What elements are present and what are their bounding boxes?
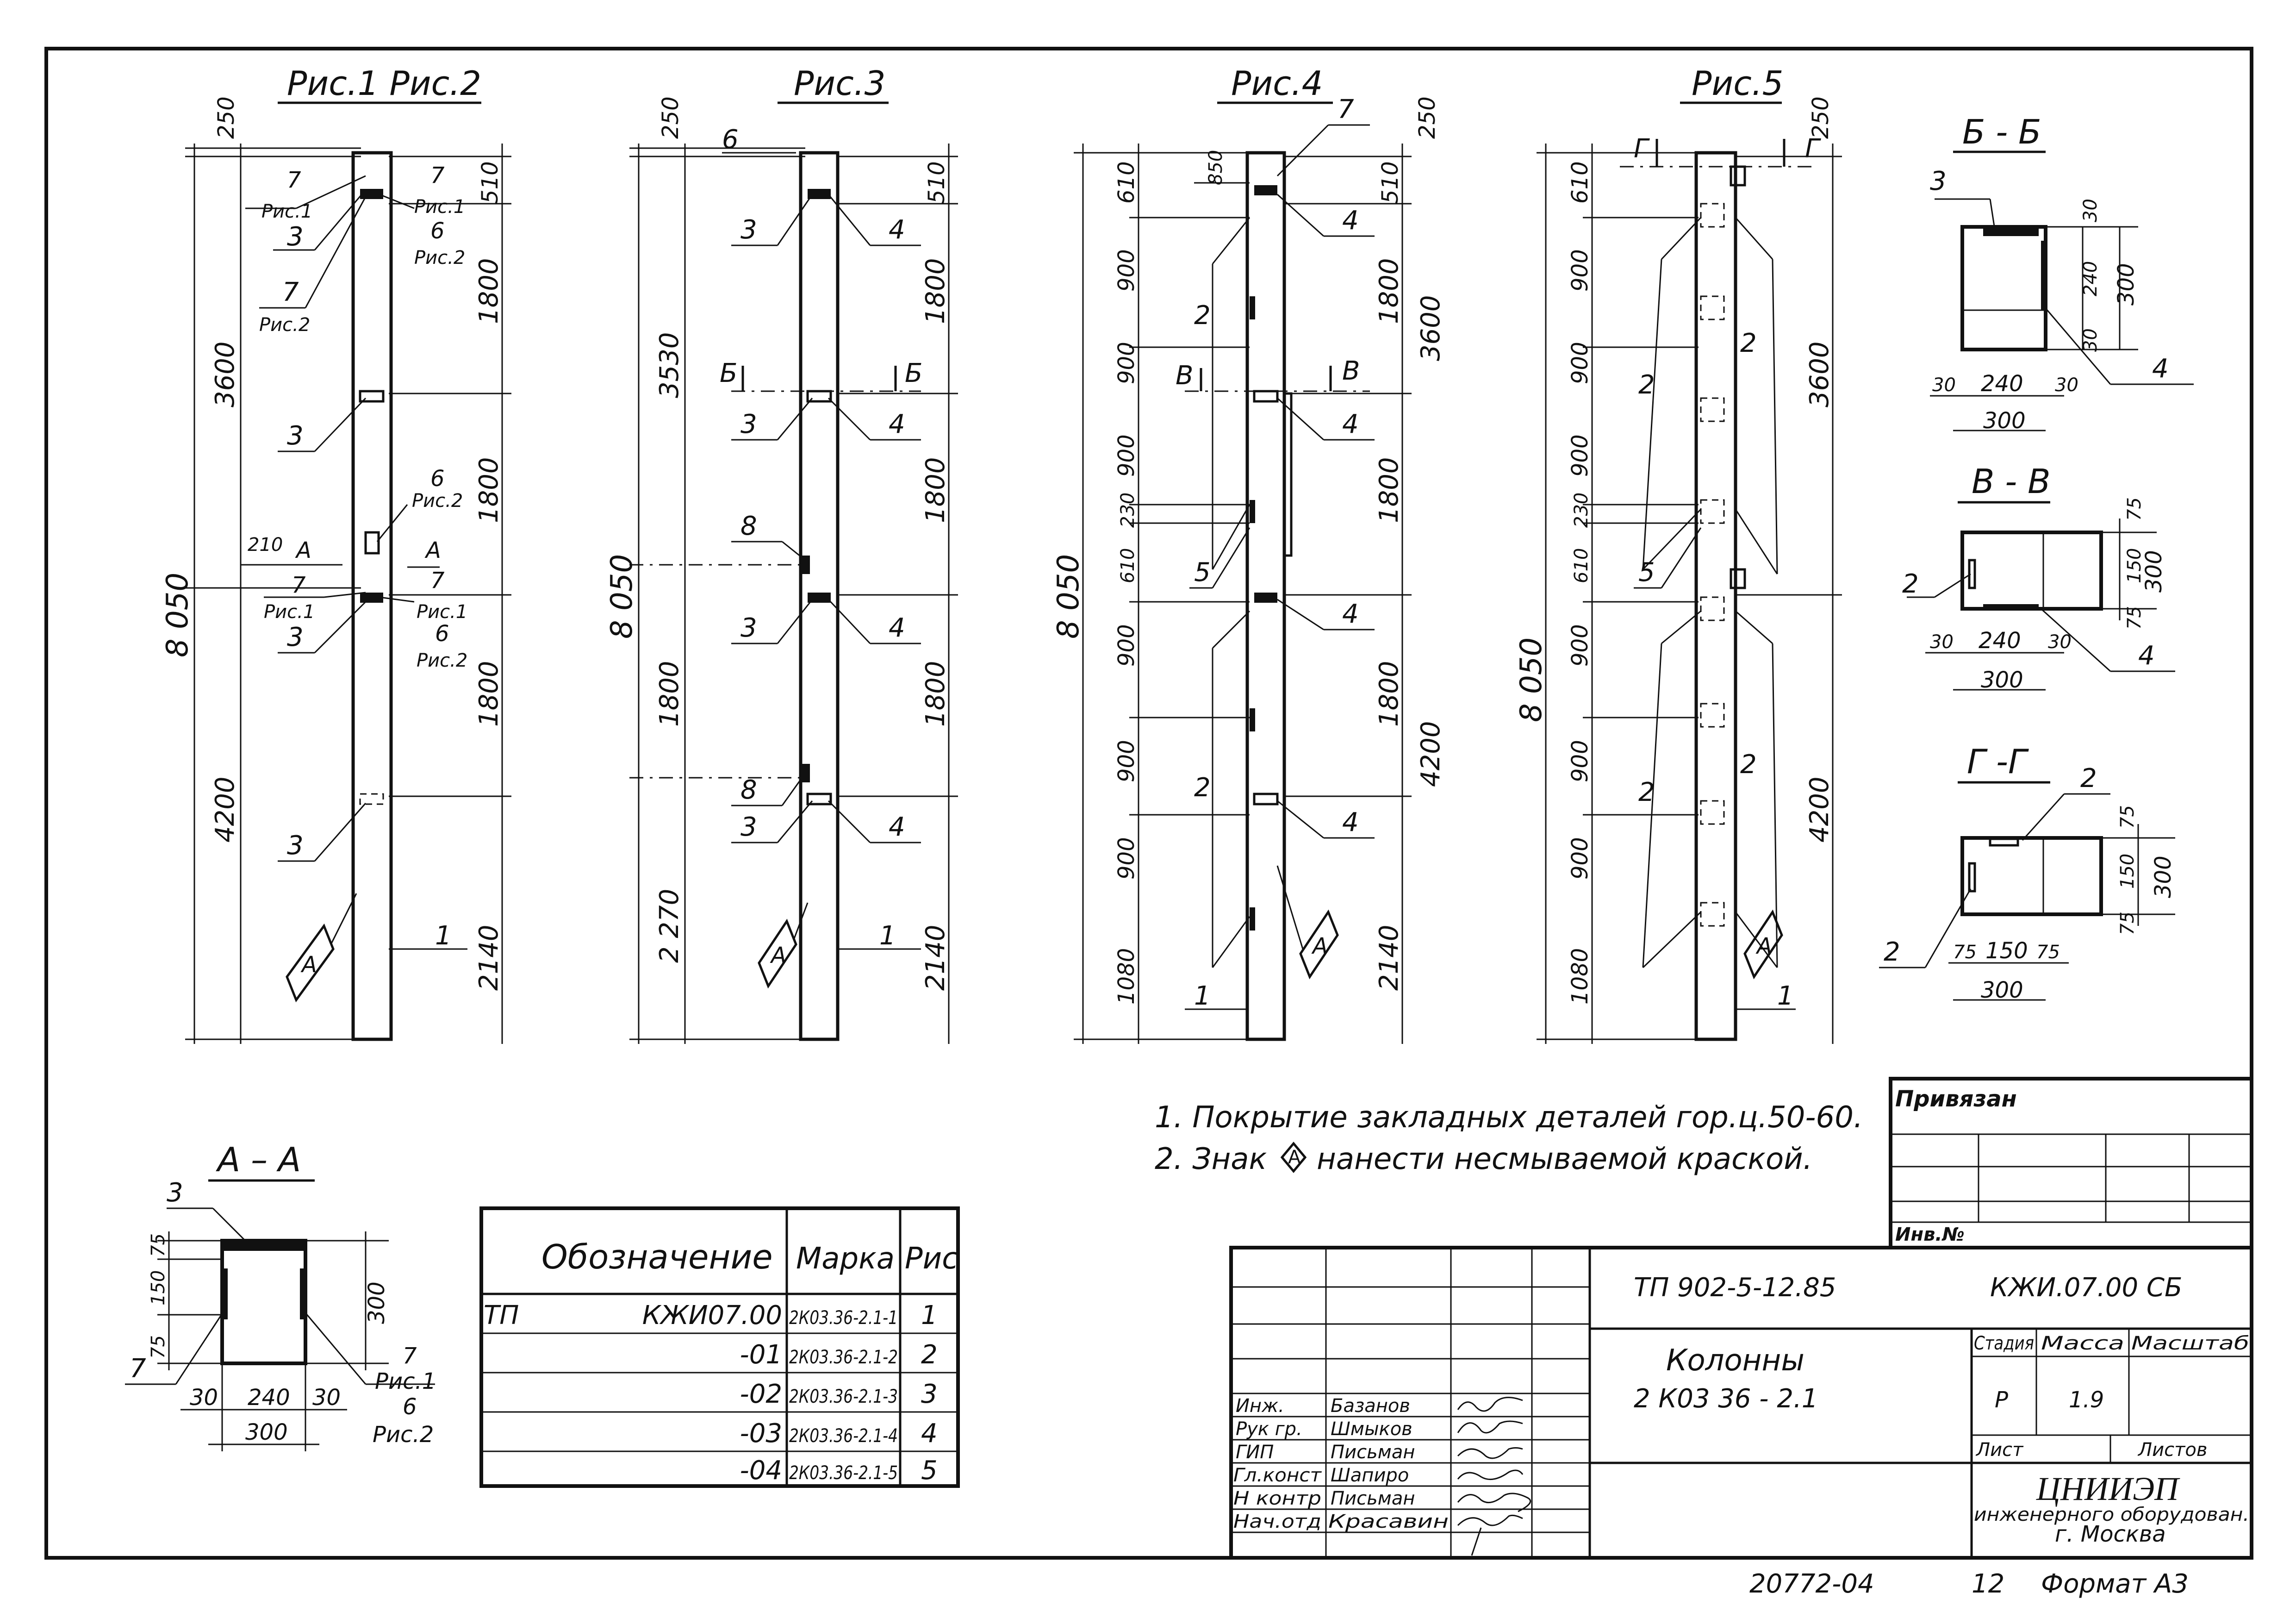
role-label: Н контр (1233, 1488, 1321, 1509)
section-a-a (125, 1140, 436, 1451)
column-5 (1696, 153, 1736, 1039)
dim-900: 900 (1567, 249, 1593, 292)
person-name: Письман (1331, 1488, 1415, 1509)
stage-value: Р (1995, 1387, 2008, 1413)
drawing-name: Колонны (1666, 1343, 1804, 1378)
dim-1800: 1800 (921, 661, 951, 727)
role-label: Нач.отд (1233, 1511, 1321, 1532)
dim-610: 610 (1117, 548, 1139, 583)
callout-2: 2 (1194, 300, 1211, 331)
callout-7: 7 (403, 1343, 417, 1369)
role-label: Рук гр. (1236, 1418, 1302, 1440)
row-code: -03 (740, 1418, 782, 1449)
dim-510: 510 (477, 161, 503, 204)
dim-1800: 1800 (1374, 661, 1404, 727)
dim-250: 250 (213, 96, 239, 139)
row-mark: 2К03.36-2.1-5 (789, 1462, 898, 1484)
dim-150: 150 (148, 1270, 169, 1305)
mark-a: А (1757, 933, 1772, 959)
section-a-a-title: А – А (218, 1140, 301, 1179)
dim-240: 240 (1981, 371, 2023, 397)
figure-3-title: Рис.3 (794, 64, 886, 103)
dim-240: 240 (1979, 628, 2021, 654)
notes (1155, 1100, 1863, 1176)
table-header-designation: Обозначение (541, 1237, 773, 1276)
dim-75: 75 (2036, 942, 2060, 963)
spec-table (481, 1208, 958, 1486)
row-mark: 2К03.36-2.1-2 (789, 1347, 898, 1368)
callout-ris1: Рис.1 (261, 201, 313, 222)
callout-7: 7 (430, 568, 445, 593)
table-header-mark: Марка (796, 1242, 895, 1276)
dim-510: 510 (924, 161, 950, 204)
row-code: -02 (740, 1379, 782, 1409)
dim-75: 75 (1953, 942, 1977, 963)
dim-1080: 1080 (1567, 948, 1593, 1005)
org-name-2: инженерного оборудован. (1974, 1504, 2249, 1525)
dim-4200: 4200 (210, 776, 240, 843)
dim-150: 150 (1985, 938, 2028, 964)
dim-1800: 1800 (1374, 258, 1404, 324)
row-fig: 1 (921, 1300, 938, 1330)
dim-75: 75 (2117, 805, 2138, 829)
dim-900: 900 (1114, 249, 1139, 292)
dim-30: 30 (312, 1385, 341, 1411)
dim-610: 610 (1571, 548, 1592, 583)
dim-75: 75 (2124, 497, 2145, 521)
dim-3600: 3600 (210, 341, 240, 407)
dim-30: 30 (2080, 199, 2101, 222)
table-row (740, 1418, 938, 1449)
dim-75: 75 (148, 1233, 169, 1257)
cut-a-label: А (296, 537, 311, 563)
figure-5 (1514, 64, 1842, 1044)
dim-250: 250 (1414, 96, 1440, 139)
callout-6: 6 (430, 466, 445, 492)
figure-4 (1052, 64, 1446, 1044)
callout-3: 3 (740, 215, 757, 245)
scale-header: Масштаб (2131, 1333, 2249, 1354)
callout-3: 3 (287, 222, 304, 252)
figure-5-title: Рис.5 (1692, 64, 1784, 103)
callout-3: 3 (287, 831, 304, 861)
dim-30: 30 (1932, 375, 1956, 396)
dim-1800: 1800 (654, 661, 684, 727)
callout-3: 3 (287, 622, 304, 652)
dim-900: 900 (1114, 434, 1139, 477)
dim-900: 900 (1567, 837, 1593, 880)
callout-3: 3 (740, 613, 757, 643)
callout-1: 1 (1777, 981, 1794, 1011)
cut-b-label: Б (905, 358, 923, 388)
callout-ris1: Рис.1 (264, 601, 315, 623)
row-code: -04 (740, 1455, 782, 1486)
row-mark: 2К03.36-2.1-1 (789, 1307, 898, 1329)
callout-4: 4 (1342, 206, 1359, 236)
callout-6: 6 (403, 1394, 417, 1420)
callout-4: 4 (889, 812, 905, 842)
dim-8050: 8 050 (161, 572, 195, 657)
callout-2: 2 (1740, 328, 1757, 358)
dim-900: 900 (1114, 740, 1139, 782)
row-code: -01 (740, 1340, 782, 1370)
row-mark: 2К03.36-2.1-4 (789, 1425, 898, 1447)
callout-4: 4 (889, 613, 905, 643)
dim-2140: 2140 (921, 924, 951, 991)
dim-75: 75 (2117, 912, 2138, 935)
dim-75: 75 (148, 1335, 169, 1359)
section-v-v-title: В - В (1972, 462, 2051, 501)
callout-6: 6 (722, 125, 739, 155)
callout-2: 2 (1902, 569, 1919, 599)
figure-1-2 (161, 64, 511, 1044)
callout-4: 4 (2138, 641, 2155, 671)
drawing-name-2: 2 К03 36 - 2.1 (1634, 1384, 1818, 1414)
table-header-fig: Рис (905, 1242, 958, 1276)
dim-2270: 2 270 (654, 888, 684, 963)
person-name: Шапиро (1331, 1465, 1409, 1486)
dim-8050: 8 050 (1514, 637, 1549, 722)
section-b-b (1930, 112, 2194, 434)
figure-4-title: Рис.4 (1231, 64, 1323, 103)
callout-6: 6 (430, 218, 445, 244)
section-g-g (1879, 742, 2176, 1003)
callout-7: 7 (130, 1354, 146, 1384)
dim-900: 900 (1114, 342, 1139, 384)
dim-300: 300 (1981, 667, 2023, 693)
callout-4: 4 (889, 409, 905, 439)
dim-300: 300 (2141, 550, 2167, 593)
person-name: Шмыков (1331, 1418, 1412, 1440)
callout-2: 2 (1638, 370, 1655, 400)
callout-2: 2 (1194, 773, 1211, 803)
callout-ris2: Рис.2 (417, 650, 468, 671)
dim-150: 150 (2117, 853, 2138, 889)
dim-300: 300 (1981, 977, 2023, 1003)
callout-1: 1 (879, 921, 896, 951)
section-g-g-title: Г -Г (1967, 742, 2027, 781)
dim-900: 900 (1567, 342, 1593, 384)
role-label: Гл.конст (1233, 1465, 1322, 1486)
dim-3600: 3600 (1416, 295, 1446, 361)
callout-ris2: Рис.2 (412, 490, 463, 512)
dim-300: 300 (1983, 408, 2026, 434)
mass-value: 1.9 (2069, 1387, 2104, 1413)
callout-1: 1 (435, 921, 452, 951)
role-label: ГИП (1236, 1442, 1274, 1463)
dim-30: 30 (2048, 631, 2072, 653)
table-row (740, 1379, 938, 1409)
cut-v-label: В (1176, 361, 1194, 391)
dim-3600: 3600 (1804, 341, 1835, 407)
row-fig: 5 (921, 1455, 938, 1486)
project-code: ТП 902-5-12.85 (1634, 1273, 1836, 1303)
callout-3: 3 (740, 812, 757, 842)
callout-3: 3 (740, 409, 757, 439)
dim-4200: 4200 (1416, 721, 1446, 787)
org-city: г. Москва (2055, 1521, 2166, 1547)
dim-250: 250 (1808, 96, 1834, 139)
stage-header: Стадия (1974, 1333, 2034, 1354)
dim-900: 900 (1114, 837, 1139, 880)
dim-250: 250 (658, 96, 684, 139)
svg-text:А: А (1288, 1147, 1301, 1168)
table-row (484, 1300, 938, 1330)
cut-a-label: А (426, 537, 441, 563)
mark-a: А (771, 943, 786, 968)
callout-7: 7 (1338, 94, 1354, 125)
dim-30: 30 (1930, 631, 1954, 653)
dim-1800: 1800 (921, 457, 951, 523)
callout-7: 7 (287, 167, 301, 193)
note-1: 1. Покрытие закладных деталей гор.ц.50-60. (1155, 1100, 1863, 1135)
cut-v-label: В (1342, 356, 1360, 386)
dim-1800: 1800 (474, 661, 504, 727)
footer-sheet-num: 12 (1972, 1569, 2005, 1599)
callout-ris1: Рис.1 (375, 1368, 436, 1394)
note-2-tail: нанести несмываемой краской. (1317, 1142, 1813, 1176)
callout-1: 1 (1194, 981, 1211, 1011)
callout-4: 4 (889, 215, 905, 245)
note-2: 2. Знак (1155, 1142, 1267, 1176)
callout-8: 8 (740, 775, 757, 805)
privyazan-label: Привязан (1895, 1086, 2017, 1112)
person-name: Письман (1331, 1442, 1415, 1463)
cut-g-label: Г (1634, 134, 1649, 164)
dim-300: 300 (2113, 263, 2139, 306)
dim-30: 30 (190, 1385, 218, 1411)
section-v-v (1902, 462, 2175, 693)
footer-format: Формат А3 (2041, 1569, 2189, 1599)
dim-900: 900 (1114, 624, 1139, 667)
figure-3 (605, 64, 958, 1044)
dim-850: 850 (1205, 150, 1226, 185)
dim-240: 240 (248, 1385, 290, 1411)
section-b-b-title: Б - Б (1962, 112, 2041, 151)
callout-ris1: Рис.1 (414, 196, 466, 218)
table-row (740, 1455, 938, 1486)
dim-300: 300 (364, 1281, 390, 1324)
dim-2140: 2140 (1374, 924, 1404, 991)
callout-ris2: Рис.2 (259, 314, 311, 336)
callout-4: 4 (2152, 354, 2169, 384)
row-code: КЖИ07.00 (642, 1300, 782, 1330)
person-name: Красавин (1328, 1511, 1449, 1532)
dim-300: 300 (2150, 856, 2176, 898)
callout-2: 2 (1638, 777, 1655, 807)
row-mark: 2К03.36-2.1-3 (789, 1386, 898, 1407)
callout-ris2: Рис.2 (373, 1422, 434, 1448)
dim-1800: 1800 (474, 457, 504, 523)
sheet-header: Лист (1976, 1439, 2023, 1461)
callout-ris2: Рис.2 (414, 247, 466, 269)
mark-a: А (1313, 933, 1328, 959)
mass-header: Масса (2041, 1333, 2124, 1354)
callout-7: 7 (292, 572, 306, 598)
cut-b-label: Б (720, 358, 738, 388)
callout-2: 2 (2080, 763, 2097, 793)
callout-3: 3 (167, 1178, 183, 1208)
dim-900: 900 (1567, 624, 1593, 667)
cut-g-label: Г (1805, 134, 1820, 164)
mark-symbol-icon (1282, 1143, 1305, 1171)
dim-240: 240 (2080, 261, 2101, 296)
dim-3530: 3530 (654, 332, 684, 398)
dim-230: 230 (1117, 492, 1139, 528)
callout-5: 5 (1194, 557, 1211, 587)
callout-2: 2 (1740, 750, 1757, 780)
dim-900: 900 (1567, 740, 1593, 782)
dim-230: 230 (1571, 492, 1592, 528)
callout-7: 7 (430, 162, 445, 188)
inv-label: Инв.№ (1895, 1224, 1965, 1245)
dim-610: 610 (1567, 161, 1593, 204)
callout-ris1: Рис.1 (417, 601, 468, 623)
dim-1800: 1800 (474, 258, 504, 324)
callout-8: 8 (740, 511, 757, 541)
row-fig: 2 (921, 1340, 938, 1370)
dim-610: 610 (1114, 161, 1139, 204)
role-label: Инж. (1236, 1395, 1284, 1417)
person-name: Базанов (1331, 1395, 1410, 1417)
dim-210: 210 (248, 534, 283, 556)
dim-75: 75 (2124, 606, 2145, 630)
doc-code: КЖИ.07.00 СБ (1990, 1273, 2183, 1303)
row-prefix: ТП (484, 1300, 519, 1330)
dim-1800: 1800 (1374, 457, 1404, 523)
callout-2: 2 (1884, 937, 1900, 967)
dim-2140: 2140 (474, 924, 504, 991)
row-fig: 3 (921, 1379, 938, 1409)
mark-a: А (302, 952, 317, 978)
callout-3: 3 (1930, 166, 1947, 196)
callout-3: 3 (287, 421, 304, 451)
dim-8050: 8 050 (605, 554, 639, 639)
footer-code: 20772-04 (1749, 1569, 1874, 1599)
dim-30: 30 (2055, 375, 2078, 396)
callout-7: 7 (282, 277, 299, 307)
dim-150: 150 (2124, 548, 2145, 583)
dim-1800: 1800 (921, 258, 951, 324)
callout-4: 4 (1342, 599, 1359, 629)
table-row (740, 1340, 938, 1370)
dim-30: 30 (2080, 328, 2101, 352)
dim-900: 900 (1567, 434, 1593, 477)
callout-6: 6 (435, 621, 449, 647)
sheets-header: Листов (2138, 1439, 2208, 1461)
figure-1-2-title: Рис.1 Рис.2 (287, 64, 481, 103)
callout-4: 4 (1342, 807, 1359, 837)
org-name: ЦНИИЭП (2036, 1470, 2179, 1507)
dim-8050: 8 050 (1052, 554, 1086, 639)
callout-5: 5 (1638, 557, 1655, 587)
dim-1080: 1080 (1114, 948, 1139, 1005)
row-fig: 4 (921, 1418, 938, 1449)
callout-4: 4 (1342, 409, 1359, 439)
dim-300: 300 (245, 1419, 288, 1445)
dim-4200: 4200 (1804, 776, 1835, 843)
dim-510: 510 (1377, 161, 1403, 204)
